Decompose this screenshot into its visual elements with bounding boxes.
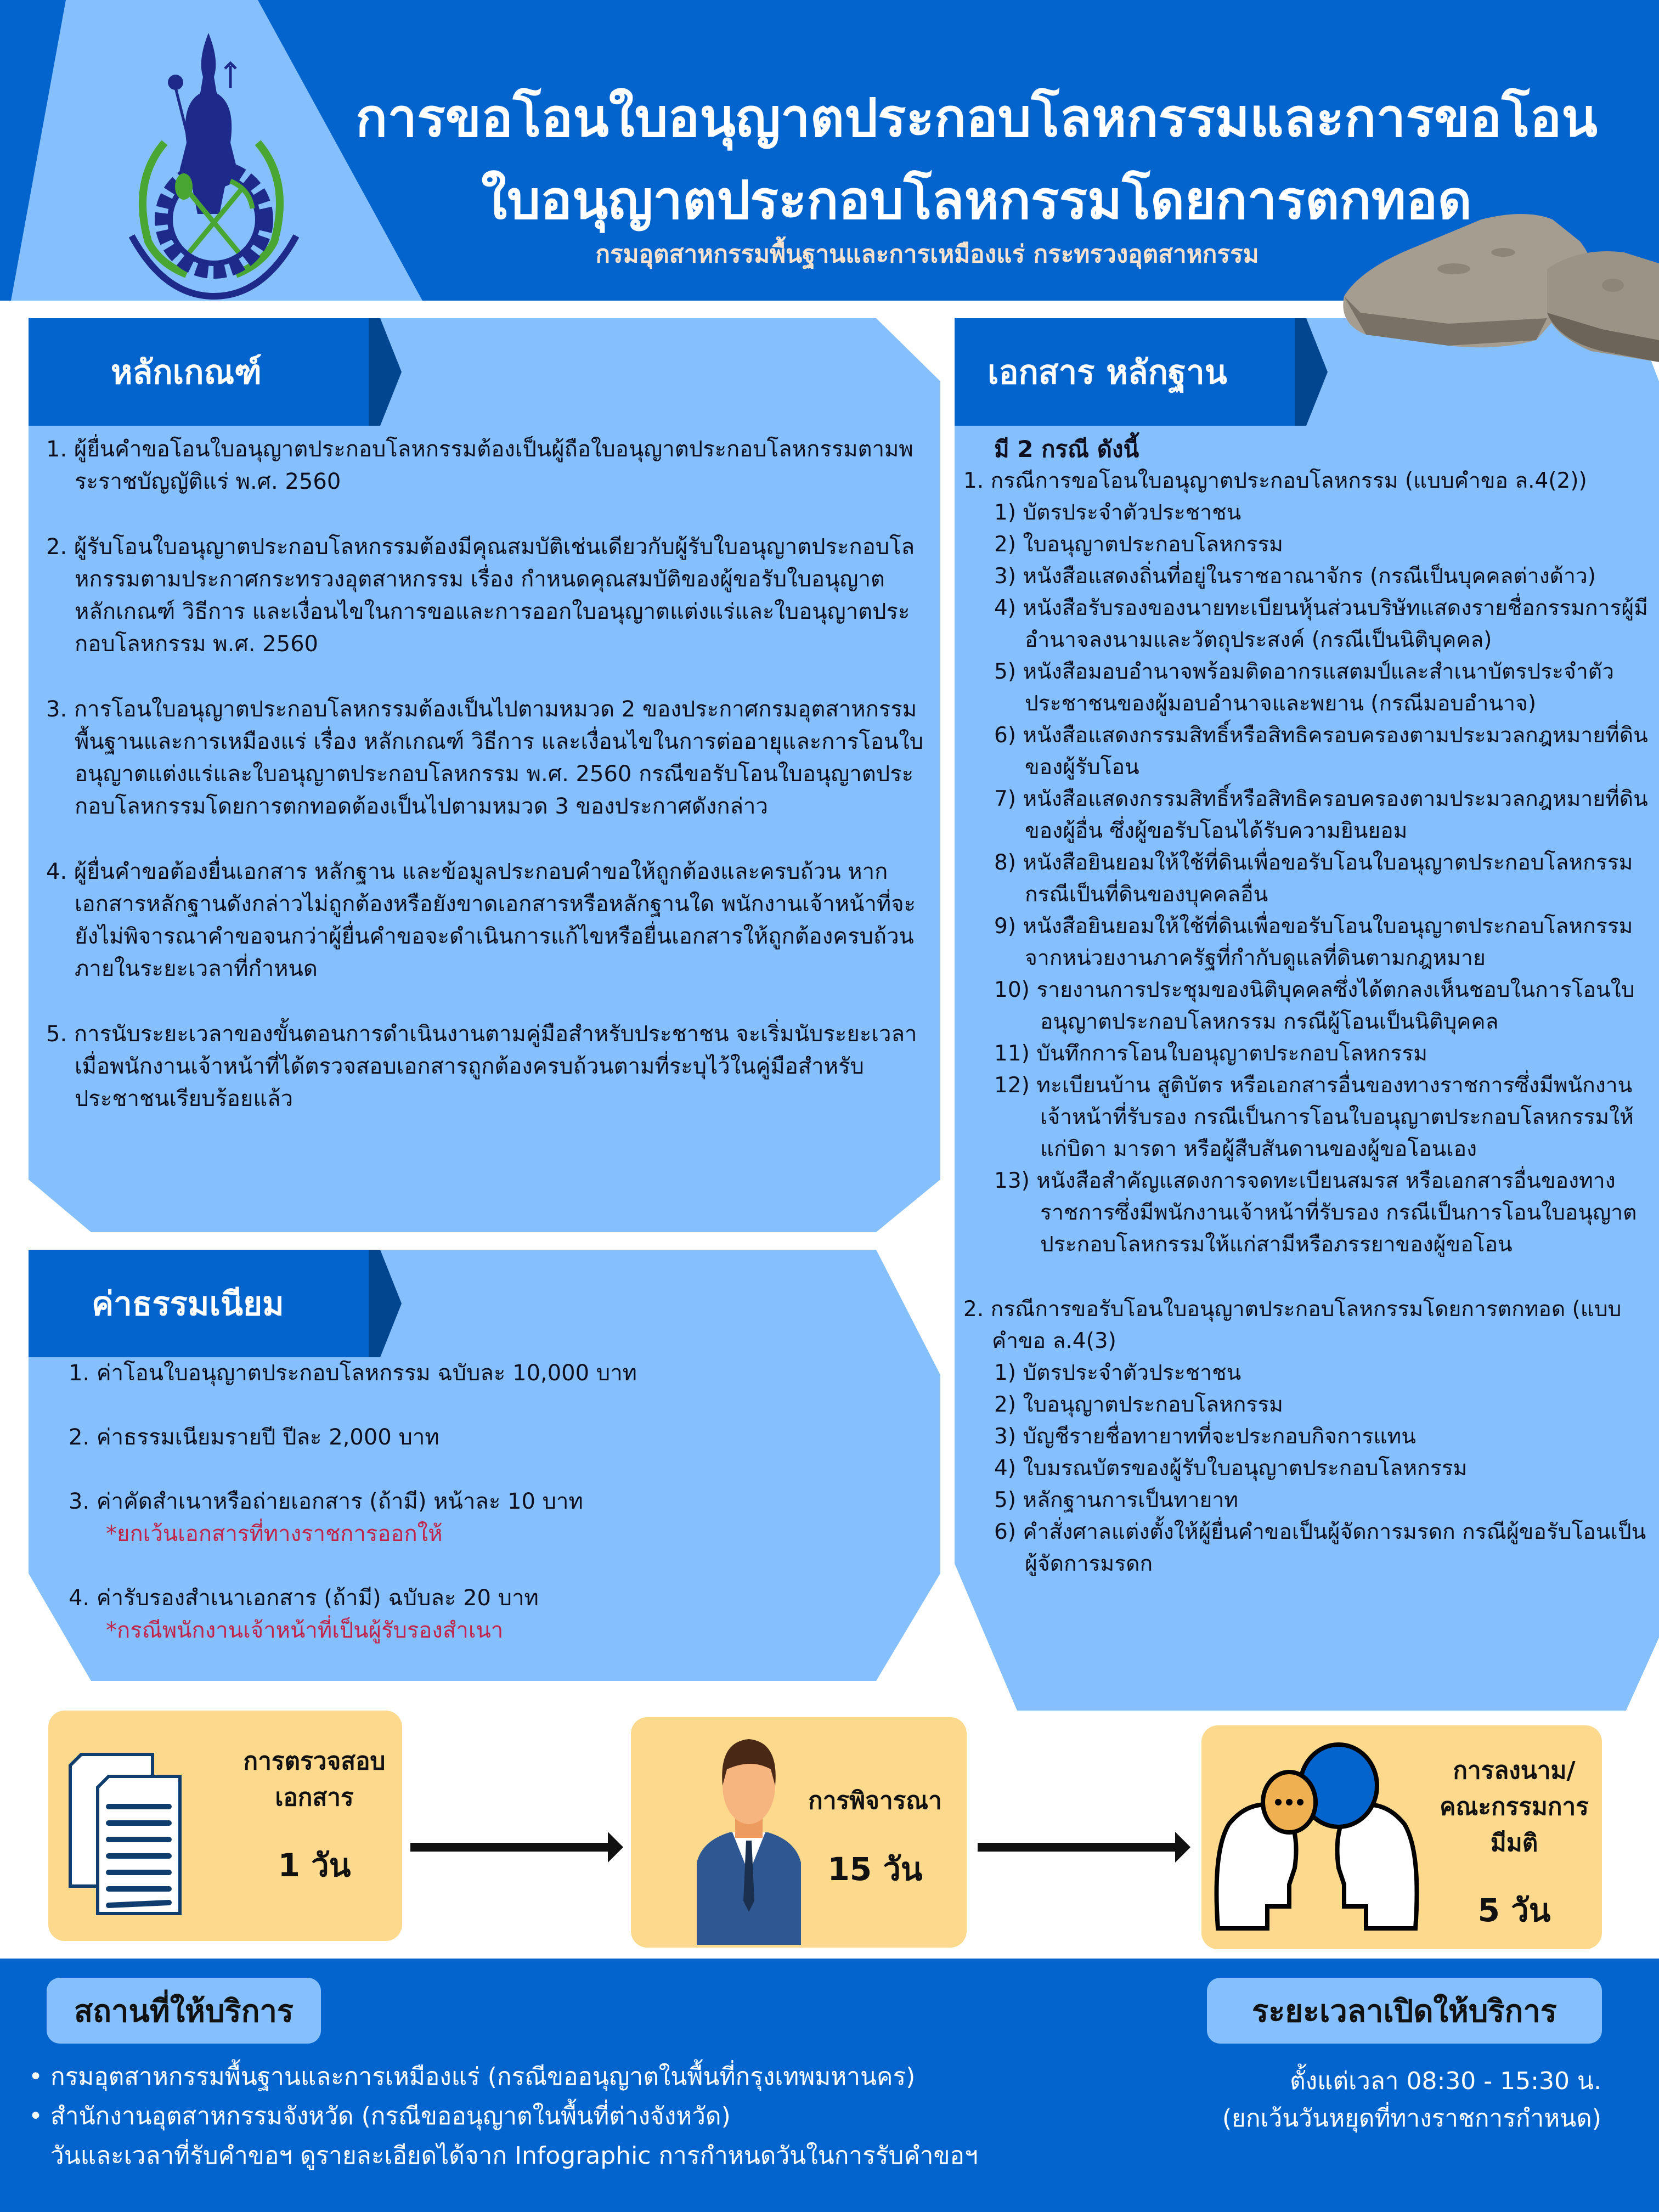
service-place-item: • กรมอุตสาหกรรมพื้นฐานและการเหมืองแร่ (กรณีขออนุญาตในพื้นที่กรุงเทพมหานคร) (29, 2063, 916, 2091)
process-step-signing (1201, 1725, 1602, 1949)
step-label: การลงนาม/ คณะกรรมการ มีมติ (1440, 1757, 1589, 1857)
documents-heading: เอกสาร หลักฐาน (955, 318, 1306, 426)
service-hours (1053, 2063, 1601, 2137)
fee-item: 2. ค่าธรรมเนียมรายปี ปีละ 2,000 บาท (69, 1425, 439, 1450)
criteria-item: 1. ผู้ยื่นคำขอโอนใบอนุญาตประกอบโลหกรรมต้องเป็นผู้ถือใบอนุญาตประกอบโลหกรรมตามพระราชบัญญัติแร่ พ.ศ. 2560 (46, 437, 913, 494)
doc-item: 8) หนังสือยินยอมให้ใช้ที่ดินเพื่อขอรับโอนใบอนุญาตประกอบโลหกรรม กรณีเป็นที่ดินของบุคคลอื่น (994, 850, 1633, 907)
doc-item: 11) บันทึกการโอนใบอนุญาตประกอบโลหกรรม (994, 1041, 1428, 1066)
doc-item: 3) หนังสือแสดงถิ่นที่อยู่ในราชอาณาจักร (กรณีเป็นบุคคลต่างด้าว) (994, 564, 1596, 589)
service-place-heading: สถานที่ให้บริการ (47, 1978, 321, 2044)
criteria-item: 5. การนับระยะเวลาของขั้นตอนการดำเนินงานตามคู่มือสำหรับประชาชน จะเริ่มนับระยะเวลาเมื่อพนักงานเจ้าหน้าที่ได้ตรวจสอบเอกสารถูกต้องครบถ้วนตามที่ระบุไว้ในคู่มือสำหรับประชาชนเรียบร้อยแล้ว (46, 1022, 917, 1111)
service-place-list (29, 2057, 1071, 2176)
process-step-consideration (631, 1717, 967, 1948)
fee-item: 3. ค่าคัดสำเนาหรือถ่ายเอกสาร (ถ้ามี) หน้าละ 10 บาท *ยกเว้นเอกสารที่ทางราชการออกให้ (69, 1486, 891, 1550)
fee-note: *ยกเว้นเอกสารที่ทางราชการออกให้ (106, 1521, 443, 1547)
service-hours-heading: ระยะเวลาเปิดให้บริการ (1207, 1978, 1602, 2044)
step-days: 1 วัน (278, 1847, 351, 1884)
fees-heading: ค่าธรรมเนียม (29, 1250, 380, 1357)
title-line-2: ใบอนุญาตประกอบโลหกรรมโดยการตกทอด (481, 170, 1472, 231)
fee-note: *กรณีพนักงานเจ้าหน้าที่เป็นผู้รับรองสำเนา (106, 1618, 504, 1643)
fee-item: 1. ค่าโอนใบอนุญาตประกอบโลหกรรม ฉบับละ 10,000 บาท (69, 1361, 637, 1386)
hours-exception: (ยกเว้นวันหยุดที่ทางราชการกำหนด) (1222, 2104, 1601, 2132)
doc-item: 2) ใบอนุญาตประกอบโลหกรรม (994, 1392, 1283, 1417)
hours-line: ตั้งแต่เวลา 08:30 - 15:30 น. (1290, 2067, 1601, 2095)
case-2-title: 2. กรณีการขอรับโอนใบอนุญาตประกอบโลหกรรมโดยการตกทอด (แบบคำขอ ล.4(3) (963, 1297, 1622, 1353)
criteria-heading: หลักเกณฑ์ (29, 318, 380, 426)
criteria-item: 4. ผู้ยื่นคำขอต้องยื่นเอกสาร หลักฐาน และข้อมูลประกอบคำขอให้ถูกต้องและครบถ้วน หากเอกสารหลักฐานดังกล่าวไม่ถูกต้องหรือยังขาดเอกสารหรือหลักฐานใด พนักงานเจ้าหน้าที่จะยังไม่พิจารณาคำขอจนกว่าผู้ยื่นคำขอจะดำเนินการแก้ไขหรือยื่นเอกสารให้ถูกต้องครบถ้วนภายในระยะเวลาที่กำหนด (46, 859, 916, 981)
case-1-title: 1. กรณีการขอโอนใบอนุญาตประกอบโลหกรรม (แบบคำขอ ล.4(2)) (963, 469, 1587, 493)
rock-icon (1317, 187, 1659, 362)
arrow-right-icon (410, 1843, 613, 1852)
doc-item: 1) บัตรประจำตัวประชาชน (994, 1361, 1242, 1385)
step-label: การพิจารณา (808, 1787, 942, 1815)
service-place-item: • สำนักงานอุตสาหกรรมจังหวัด (กรณีขออนุญาตในพื้นที่ต่างจังหวัด) (29, 2102, 731, 2130)
criteria-item: 3. การโอนใบอนุญาตประกอบโลหกรรมต้องเป็นไปตามหมวด 2 ของประกาศกรมอุตสาหกรรมพื้นฐานและการเหมืองแร่ เรื่อง หลักเกณฑ์ วิธีการ และเงื่อนไขในการต่ออายุและการโอนใบอนุญาตแต่งแร่และใบอนุญาตประกอบโลหกรรม พ.ศ. 2560 กรณีขอรับโอนใบอนุญาตประกอบโลหกรรมโดยการตกทอดต้องเป็นไปตามหมวด 3 ของประกาศดังกล่าว (46, 697, 924, 819)
footer (0, 1959, 1659, 2212)
service-place-note: วันและเวลาที่รับคำขอฯ ดูรายละเอียดได้จาก Infographic การกำหนดวันในการรับคำขอฯ (50, 2142, 978, 2170)
doc-item: 3) บัญชีรายชื่อทายาทที่จะประกอบกิจการแทน (994, 1424, 1416, 1449)
doc-item: 4) ใบมรณบัตรของผู้รับใบอนุญาตประกอบโลหกรรม (994, 1456, 1468, 1481)
documents-icon (59, 1749, 191, 1919)
page-subtitle: กรมอุตสาหกรรมพื้นฐานและการเหมืองแร่ กระทรวงอุตสาหกรรม (595, 240, 1259, 268)
arrow-right-icon (978, 1843, 1181, 1852)
doc-item: 10) รายงานการประชุมของนิติบุคคลซึ่งได้ตกลงเห็นชอบในการโอนใบอนุญาตประกอบโลหกรรม กรณีผู้โอนเป็นนิติบุคคล (994, 978, 1635, 1034)
discussion-icon (1207, 1742, 1426, 1939)
doc-item: 7) หนังสือแสดงกรรมสิทธิ์หรือสิทธิครอบครองตามประมวลกฎหมายที่ดินของผู้อื่น ซึ่งผู้ขอรับโอนได้รับความยินยอม (994, 787, 1648, 843)
doc-item: 6) คำสั่งศาลแต่งตั้งให้ผู้ยื่นคำขอเป็นผู้จัดการมรดก กรณีผู้ขอรับโอนเป็นผู้จัดการมรดก (994, 1520, 1646, 1576)
doc-item: 4) หนังสือรับรองของนายทะเบียนหุ้นส่วนบริษัทแสดงรายชื่อกรรมการผู้มีอำนาจลงนามและวัตถุประสงค์ (กรณีเป็นนิติบุคคล) (994, 596, 1648, 652)
doc-item: 5) หลักฐานการเป็นทายาท (994, 1488, 1238, 1513)
officer-icon (680, 1736, 817, 1945)
step-days: 15 วัน (827, 1850, 923, 1888)
documents-list (963, 433, 1655, 1580)
fee-item: 4. ค่ารับรองสำเนาเอกสาร (ถ้ามี) ฉบับละ 20 บาท *กรณีพนักงานเจ้าหน้าที่เป็นผู้รับรองสำเนา (69, 1582, 891, 1647)
doc-item: 9) หนังสือยินยอมให้ใช้ที่ดินเพื่อขอรับโอนใบอนุญาตประกอบโลหกรรมจากหน่วยงานภาครัฐที่กำกับดูแลที่ดินตามกฎหมาย (994, 914, 1633, 970)
doc-item: 13) หนังสือสำคัญแสดงการจดทะเบียนสมรส หรือเอกสารอื่นของทางราชการซึ่งมีพนักงานเจ้าหน้าที่รับรอง กรณีเป็นการโอนใบอนุญาตประกอบโลหกรรมให้แก่สามีหรือภรรยาของผู้ขอโอน (994, 1169, 1637, 1257)
documents-lead: มี 2 กรณี ดังนี้ (994, 436, 1139, 462)
title-line-1: การขอโอนใบอนุญาตประกอบโลหกรรมและการขอโอน (356, 87, 1598, 149)
doc-item: 12) ทะเบียนบ้าน สูติบัตร หรือเอกสารอื่นของทางราชการซึ่งมีพนักงานเจ้าหน้าที่รับรอง กรณีเป็นการโอนใบอนุญาตประกอบโลหกรรมให้แก่บิดา มารดา หรือผู้สืบสันดานของผู้ขอโอนเอง (994, 1073, 1634, 1161)
criteria-item: 2. ผู้รับโอนใบอนุญาตประกอบโลหกรรมต้องมีคุณสมบัติเช่นเดียวกับผู้รับใบอนุญาตประกอบโลหกรรมตามประกาศกระทรวงอุตสาหกรรม เรื่อง กำหนดคุณสมบัติของผู้ขอรับใบอนุญาต หลักเกณฑ์ วิธีการ และเงื่อนไขในการขอและการออกใบอนุญาตแต่งแร่และใบอนุญาตประกอบโลหกรรม พ.ศ. 2560 (46, 534, 915, 657)
doc-item: 5) หนังสือมอบอำนาจพร้อมติดอากรแสตมป์และสำเนาบัตรประจำตัวประชาชนของผู้มอบอำนาจและพยาน (กรณีมอบอำนาจ) (994, 659, 1614, 716)
fees-list (69, 1357, 891, 1679)
process-step-document-check (48, 1711, 402, 1941)
doc-item: 2) ใบอนุญาตประกอบโลหกรรม (994, 532, 1283, 557)
doc-item: 6) หนังสือแสดงกรรมสิทธิ์หรือสิทธิครอบครองตามประมวลกฎหมายที่ดินของผู้รับโอน (994, 723, 1648, 780)
criteria-list (46, 433, 924, 1148)
step-days: 5 วัน (1477, 1892, 1551, 1929)
step-label: การตรวจสอบ เอกสาร (243, 1747, 386, 1812)
doc-item: 1) บัตรประจำตัวประชาชน (994, 500, 1242, 525)
